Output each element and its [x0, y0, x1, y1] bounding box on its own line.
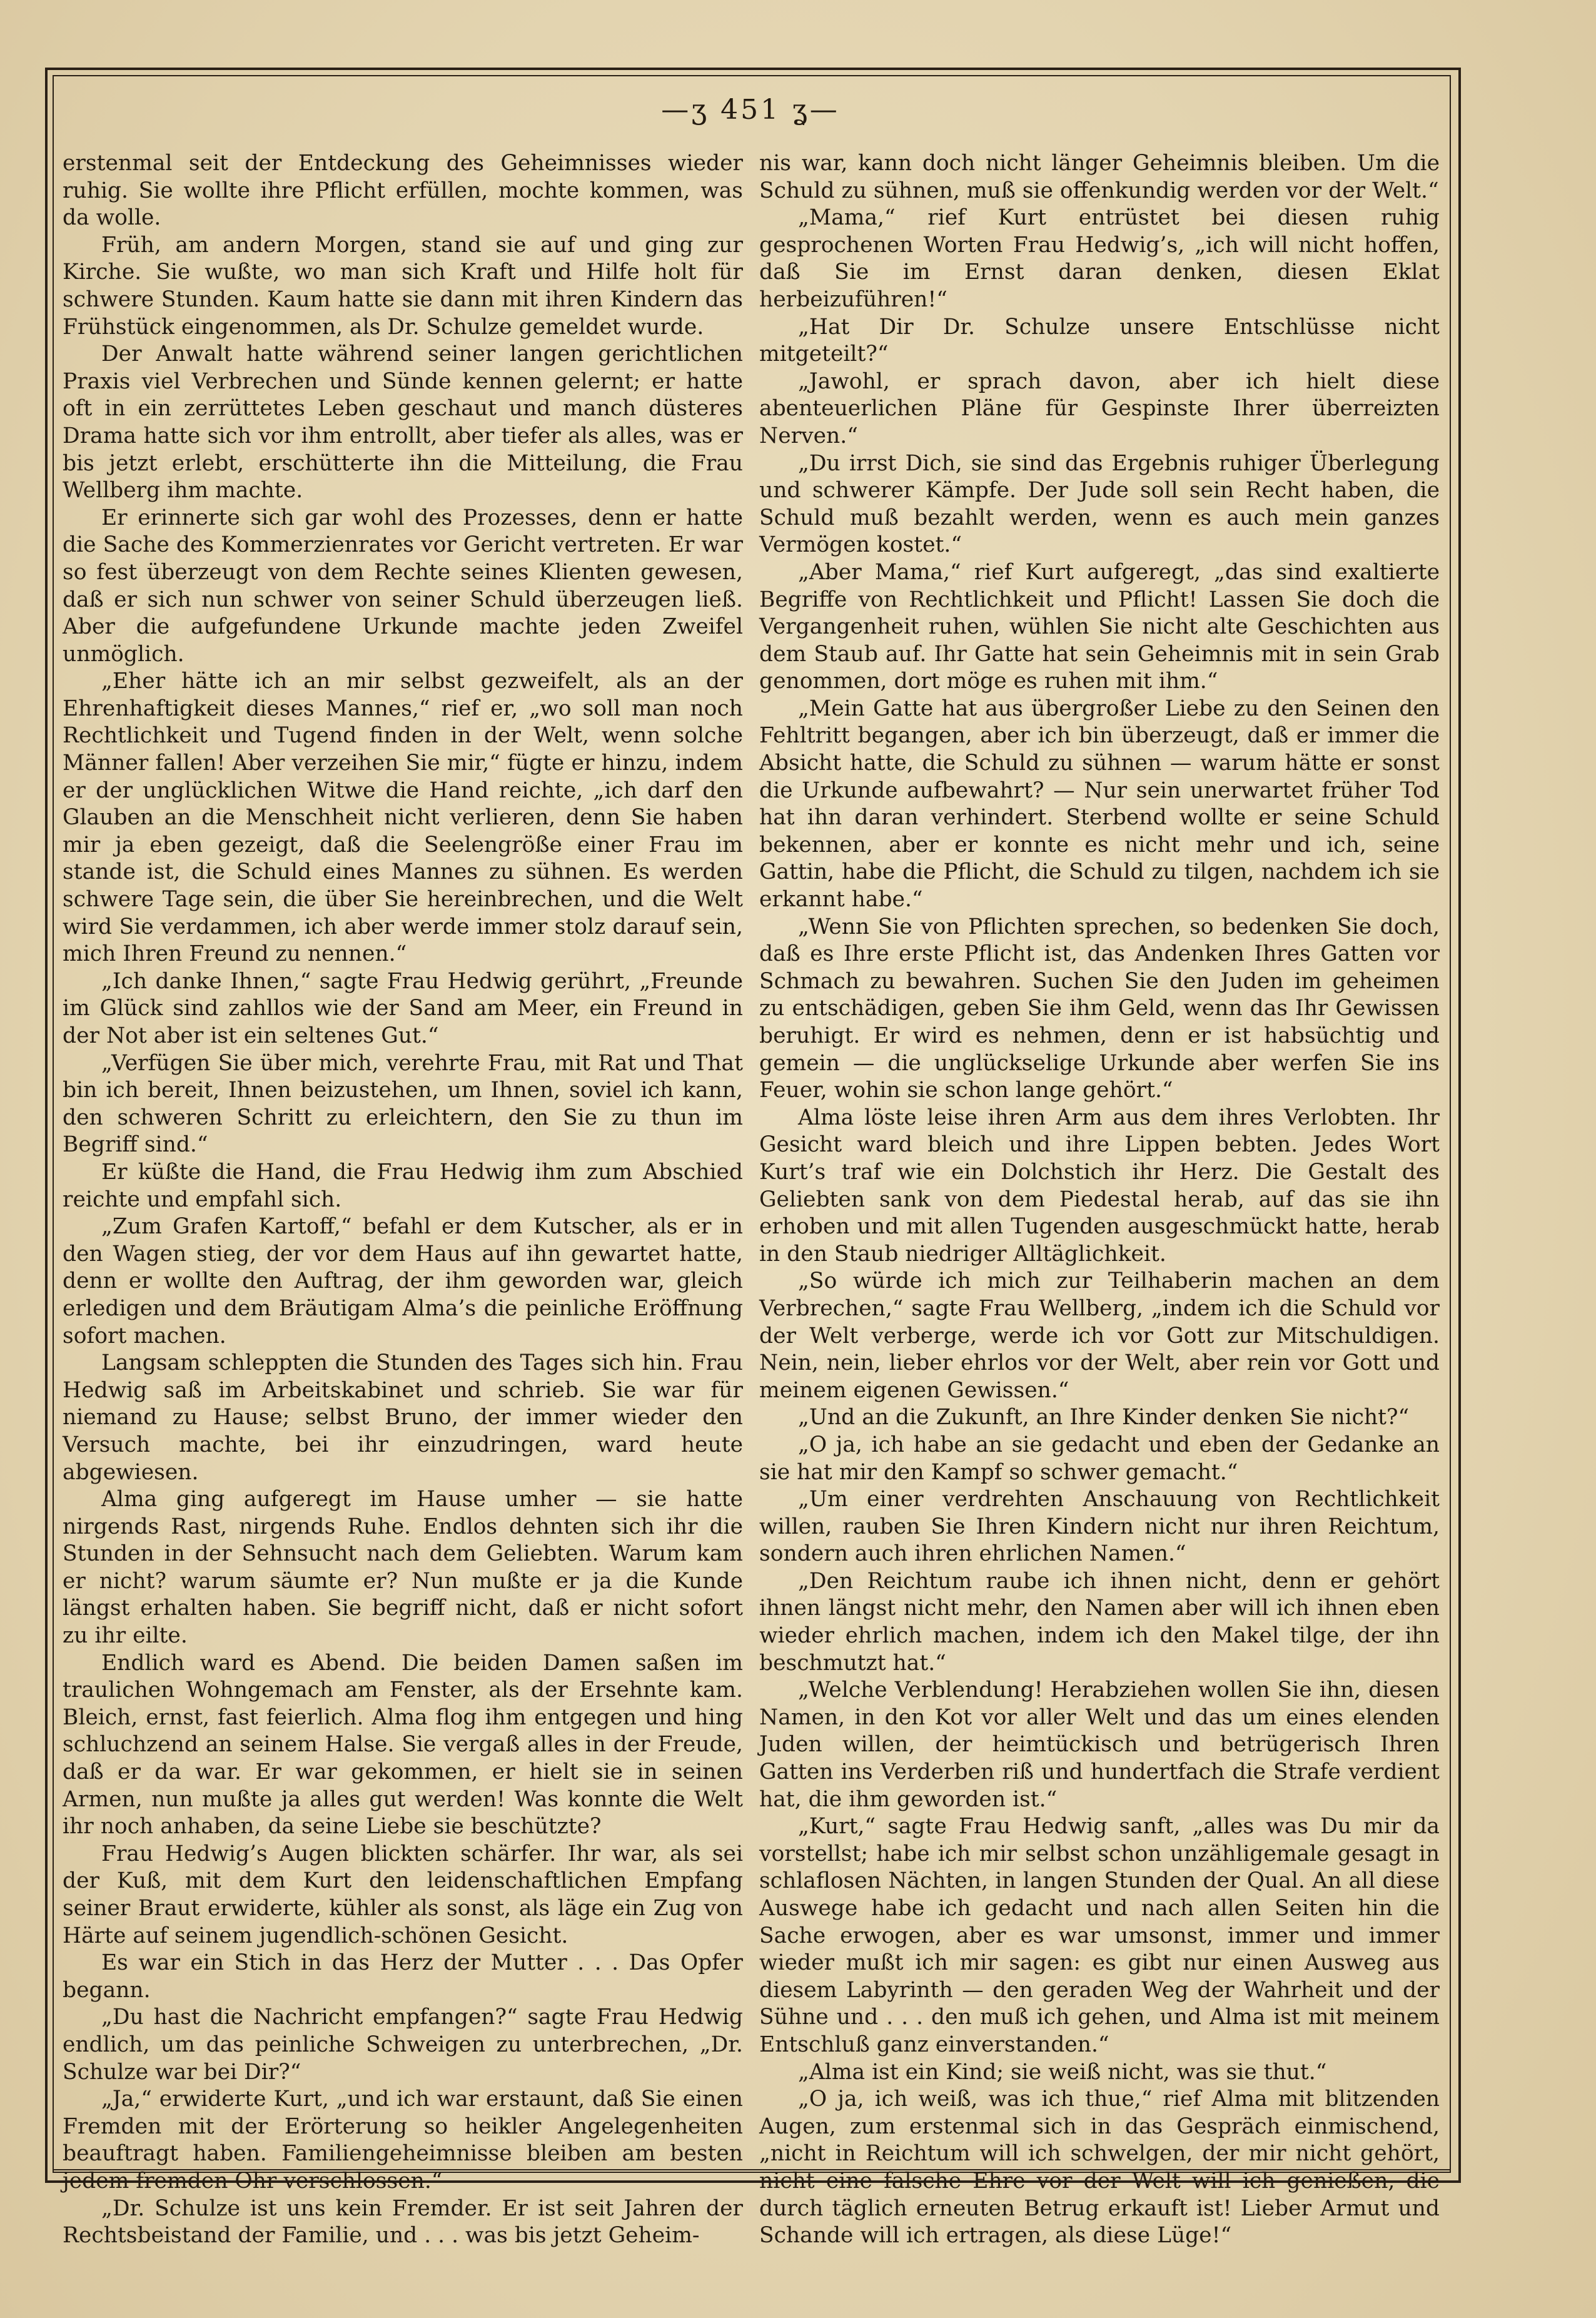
paragraph: Es war ein Stich in das Herz der Mutter . . . Das Opfer begann.	[63, 1950, 743, 2003]
paragraph: „Aber Mama,“ rief Kurt aufgeregt, „das sind exaltierte Begriffe von Rechtlichkeit und Pflicht! Lassen Sie doch die Vergangenheit ruhen, wühlen Sie nicht alte Geschichten aus dem Staub auf. Ihr Gatte hat sein Geheimnis mit in sein Grab genommen, dort möge es ruhen mit ihm.“	[759, 559, 1440, 694]
paragraph: „Und an die Zukunft, an Ihre Kinder denken Sie nicht?“	[798, 1405, 1410, 1430]
paragraph: „Ich danke Ihnen,“ sagte Frau Hedwig gerührt, „Freunde im Glück sind zahllos wie der Sand am Meer, ein Freund in der Not aber ist ein seltenes Gut.“	[63, 968, 743, 1048]
paragraph: „Mein Gatte hat aus übergroßer Liebe zu den Seinen den Fehltritt begangen, aber ich bin überzeugt, daß er immer die Absicht hatte, die Schuld zu sühnen — warum hätte er sonst die Urkunde aufbewahrt? — Nur sein unerwartet früher Tod hat ihn daran verhindert. Sterbend wollte er seine Schuld bekennen, aber er konnte es nicht mehr und ich, seine Gattin, habe die Pflicht, die Schuld zu tilgen, nachdem ich sie erkannt habe.“	[759, 696, 1440, 913]
paragraph: Er erinnerte sich gar wohl des Prozesses, denn er hatte die Sache des Kommerzienrates vor Gericht vertreten. Er war so fest überzeugt von dem Rechte seines Klienten gewesen, daß er sich nun schwer von seiner Schuld überzeugen ließ. Aber die aufgefundene Urkunde machte jeden Zweifel unmöglich.	[63, 505, 743, 667]
paragraph: „Du irrst Dich, sie sind das Ergebnis ruhiger Überlegung und schwerer Kämpfe. Der Jude soll sein Recht haben, die Schuld muß bezahlt werden, wenn es auch mein ganzes Vermögen kostet.“	[759, 450, 1440, 558]
paragraph: „Verfügen Sie über mich, verehrte Frau, mit Rat und That bin ich bereit, Ihnen beizustehen, um Ihnen, soviel ich kann, den schweren Schritt zu erleichtern, den Sie zu thun im Begriff sind.“	[63, 1050, 743, 1158]
paragraph: „Alma ist ein Kind; sie weiß nicht, was sie thut.“	[798, 2059, 1327, 2085]
text-column-left	[63, 150, 743, 2249]
paragraph: „Eher hätte ich an mir selbst gezweifelt, als an der Ehrenhaftigkeit dieses Mannes,“ rief er, „wo soll man noch Rechtlichkeit und Tugend finden in der Welt, wenn solche Männer fallen! Aber verzeihen Sie mir,“ fügte er hinzu, indem er der unglücklichen Witwe die Hand reichte, „ich darf den Glauben an die Menschheit nicht verlieren, denn Sie haben mir ja eben gezeigt, daß die Seelengröße einer Frau im stande ist, die Schuld eines Mannes zu sühnen. Es werden schwere Tage sein, die über Sie hereinbrechen, und die Welt wird Sie verdammen, ich aber werde immer stolz darauf sein, mich Ihren Freund zu nennen.“	[63, 669, 743, 967]
paragraph: „Ja,“ erwiderte Kurt, „und ich war erstaunt, daß Sie einen Fremden mit der Erörterung so heikler Angelegenheiten beauftragt haben. Familiengeheimnisse bleiben am besten jedem fremden Ohr verschlossen.“	[63, 2087, 743, 2194]
paragraph: „Den Reichtum raube ich ihnen nicht, denn er gehört ihnen längst nicht mehr, den Namen aber will ich ihnen eben wieder ehrlich machen, indem ich den Makel tilge, der ihn beschmutzt hat.“	[759, 1568, 1440, 1676]
bottom-rule	[53, 2169, 1451, 2170]
paragraph: „Hat Dir Dr. Schulze unsere Entschlüsse nicht mitgeteilt?“	[759, 314, 1440, 367]
paragraph: Er küßte die Hand, die Frau Hedwig ihm zum Abschied reichte und empfahl sich.	[63, 1159, 743, 1212]
paragraph: Frau Hedwig’s Augen blickten schärfer. Ihr war, als sei der Kuß, mit dem Kurt den leidenschaftlichen Empfang seiner Braut erwiderte, kühler als sonst, als läge ein Zug von Härte auf seinem jugendlich-schönen Gesicht.	[63, 1841, 743, 1948]
paragraph: erstenmal seit der Entdeckung des Geheimnisses wieder ruhig. Sie wollte ihre Pflicht erfüllen, mochte kommen, was da wolle.	[63, 151, 743, 231]
page-number: —ʒ 451 ʓ—	[661, 94, 840, 126]
text-column-right	[759, 150, 1440, 2249]
paragraph: „Du hast die Nachricht empfangen?“ sagte Frau Hedwig endlich, um das peinliche Schweigen zu unterbrechen, „Dr. Schulze war bei Dir?“	[63, 2005, 743, 2085]
paragraph: „Kurt,“ sagte Frau Hedwig sanft, „alles was Du mir da vorstellst; habe ich mir selbst schon unzähligemale gesagt in schlaflosen Nächten, in langen Stunden der Qual. An all diese Auswege habe ich gedacht und nach allen Seiten hin die Sache erwogen, aber es war umsonst, immer und immer wieder mußt ich mir sagen: es gibt nur einen Ausweg aus diesem Labyrinth — den geraden Weg der Wahrheit und der Sühne und . . . den muß ich gehen, und Alma ist mit meinem Entschluß ganz einverstanden.“	[759, 1814, 1440, 2057]
paragraph: „So würde ich mich zur Teilhaberin machen an dem Verbrechen,“ sagte Frau Wellberg, „indem ich die Schuld vor der Welt verberge, werde ich vor Gott zur Mitschuldigen. Nein, nein, lieber ehrlos vor der Welt, aber rein vor Gott und meinem eigenen Gewissen.“	[759, 1268, 1440, 1403]
paragraph: nis war, kann doch nicht länger Geheimnis bleiben. Um die Schuld zu sühnen, muß sie offenkundig werden vor der Welt.“	[759, 151, 1440, 203]
paragraph: Endlich ward es Abend. Die beiden Damen saßen im traulichen Wohngemach am Fenster, als der Ersehnte kam. Bleich, ernst, fast feierlich. Alma flog ihm entgegen und hing schluchzend an seinem Halse. Sie vergaß alles in der Freude, daß er da war. Er war gekommen, er hielt sie in seinen Armen, nun mußte ja alles gut werden! Was konnte die Welt ihr noch anhaben, da seine Liebe sie beschützte?	[63, 1650, 743, 1840]
paragraph: „Wenn Sie von Pflichten sprechen, so bedenken Sie doch, daß es Ihre erste Pflicht ist, das Andenken Ihres Gatten vor Schmach zu bewahren. Suchen Sie den Juden im geheimen zu entschädigen, geben Sie ihm Geld, wenn das Ihr Gewissen beruhigt. Er wird es nehmen, denn er ist habsüchtig und gemein — die unglückselige Urkunde aber werfen Sie ins Feuer, wohin sie schon lange gehört.“	[759, 914, 1440, 1103]
paragraph: „Zum Grafen Kartoff,“ befahl er dem Kutscher, als er in den Wagen stieg, der vor dem Haus auf ihn gewartet hatte, denn er wollte den Auftrag, der ihm geworden war, gleich erledigen und dem Bräutigam Alma’s die peinliche Eröffnung sofort machen.	[63, 1214, 743, 1349]
paragraph: Alma löste leise ihren Arm aus dem ihres Verlobten. Ihr Gesicht ward bleich und ihre Lippen bebten. Jedes Wort Kurt’s traf wie ein Dolchstich ihr Herz. Die Gestalt des Geliebten sank von dem Piedestal herab, auf das sie ihn erhoben und mit allen Tugenden ausgeschmückt hatte, herab in den Staub niedriger Alltäglichkeit.	[759, 1105, 1440, 1267]
paragraph: „Jawohl, er sprach davon, aber ich hielt diese abenteuerlichen Pläne für Gespinste Ihrer überreizten Nerven.“	[759, 368, 1440, 448]
paragraph: „O ja, ich weiß, was ich thue,“ rief Alma mit blitzenden Augen, zum erstenmal sich in das Gespräch einmischend, „nicht in Reichtum will ich schwelgen, der mir nicht gehört, nicht eine falsche Ehre vor der Welt will ich genießen, die durch täglich erneuten Betrug erkauft ist! Lieber Armut und Schande will ich ertragen, als diese Lüge!“	[759, 2087, 1440, 2249]
paragraph: „Dr. Schulze ist uns kein Fremder. Er ist seit Jahren der Rechtsbeistand der Familie, und . . . was bis jetzt Geheim-	[63, 2195, 743, 2249]
paragraph: Langsam schleppten die Stunden des Tages sich hin. Frau Hedwig saß im Arbeitskabinet und schrieb. Sie war für niemand zu Hause; selbst Bruno, der immer wieder den Versuch machte, bei ihr einzudringen, ward heute abgewiesen.	[63, 1350, 743, 1485]
paragraph: „Um einer verdrehten Anschauung von Rechtlichkeit willen, rauben Sie Ihren Kindern nicht nur ihren Reichtum, sondern auch ihren ehrlichen Namen.“	[759, 1487, 1440, 1567]
paragraph: Früh, am andern Morgen, stand sie auf und ging zur Kirche. Sie wußte, wo man sich Kraft und Hilfe holt für schwere Stunden. Kaum hatte sie dann mit ihren Kindern das Frühstück eingenommen, als Dr. Schulze gemeldet wurde.	[63, 232, 743, 340]
paragraph: „Mama,“ rief Kurt entrüstet bei diesen ruhig gesprochenen Worten Frau Hedwig’s, „ich will nicht hoffen, daß Sie im Ernst daran denken, diesen Eklat herbeizuführen!“	[759, 205, 1440, 312]
paragraph: Der Anwalt hatte während seiner langen gerichtlichen Praxis viel Verbrechen und Sünde kennen gelernt; er hatte oft in ein zerrüttetes Leben geschaut und manch düsteres Drama hatte sich vor ihm entrollt, aber tiefer als alles, was er bis jetzt erlebt, erschütterte ihn die Mitteilung, die Frau Wellberg ihm machte.	[63, 342, 743, 504]
paragraph: Alma ging aufgeregt im Hause umher — sie hatte nirgends Rast, nirgends Ruhe. Endlos dehnten sich ihr die Stunden in der Sehnsucht nach dem Geliebten. Warum kam er nicht? warum säumte er? Nun mußte er ja die Kunde längst erhalten haben. Sie begriff nicht, daß er nicht sofort zu ihr eilte.	[63, 1487, 743, 1649]
paragraph: „Welche Verblendung! Herabziehen wollen Sie ihn, diesen Namen, in den Kot vor aller Welt und das um eines elenden Juden willen, der heimtückisch und betrügerisch Ihren Gatten ins Verderben riß und hundertfach die Strafe verdient hat, die ihm geworden ist.“	[759, 1678, 1440, 1812]
paragraph: „O ja, ich habe an sie gedacht und eben der Gedanke an sie hat mir den Kampf so schwer gemacht.“	[759, 1432, 1440, 1485]
